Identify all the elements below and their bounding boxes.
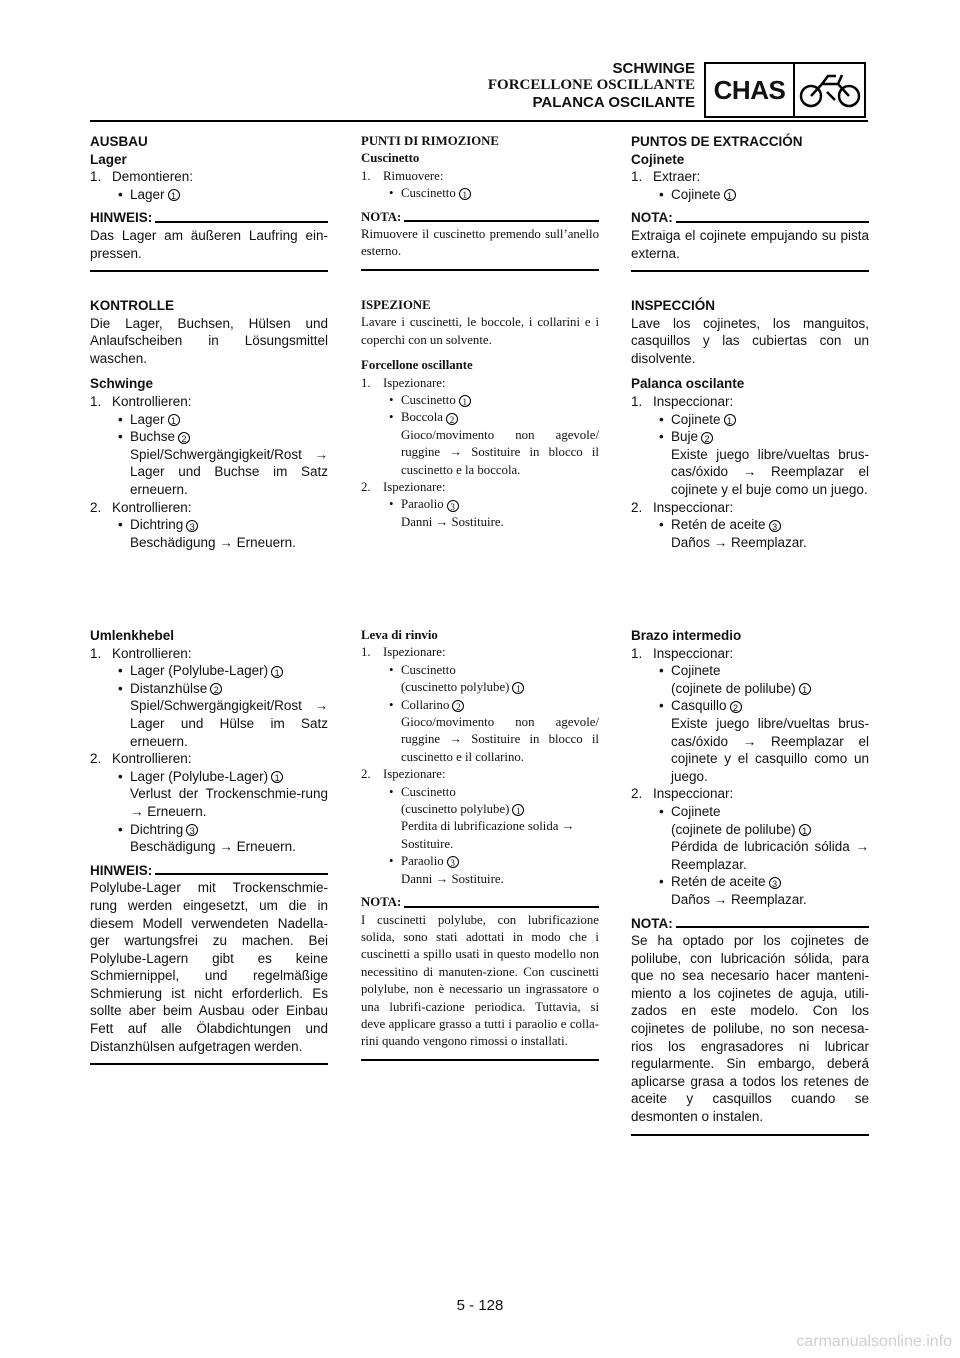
item-detail: Existe juego libre/vueltas brus-cas/óxido → Reemplazar el cojinete y el casquillo como un juego. (671, 715, 869, 784)
heading: KONTROLLE (90, 298, 174, 313)
note-header: HINWEIS: (90, 862, 328, 880)
note-end-rule (361, 269, 599, 271)
item-detail: Beschädigung → Erneuern. (130, 839, 296, 855)
intro-text: Lave los cojinetes, los manguitos, casquillos y las cubiertas con un disolvente. (631, 315, 869, 366)
column-it-s3 (361, 627, 599, 1061)
note-end-rule (631, 1134, 869, 1136)
list-item: • Buchse 2 (90, 428, 328, 446)
step: 2. Ispezionare: (361, 480, 446, 495)
list-item: • Cojinete (659, 803, 721, 819)
step: 1. Kontrollieren: (90, 645, 192, 661)
callout-1: 1 (168, 189, 180, 201)
note-header: NOTA: (361, 894, 599, 911)
step: 2. Ispezionare: (361, 767, 446, 782)
list-item: • Retén de aceite 3 (631, 516, 869, 534)
item-detail: Spiel/Schwergängigkeit/Rost → Lager und Hülse im Satz erneuern. (130, 698, 328, 749)
column-de-s1 (90, 133, 328, 272)
item-detail: (cojinete de polilube) 1 (631, 680, 869, 698)
heading: ISPEZIONE (361, 298, 431, 312)
column-es-s2 (631, 297, 869, 551)
column-it-s2 (361, 297, 599, 531)
heading: Brazo intermedio (631, 628, 742, 643)
item-detail: (cuscinetto polylube) 1 (361, 679, 599, 696)
title-es: PALANCA OSCILANTE (532, 94, 695, 111)
list-item: • Boccola 2 (361, 409, 599, 426)
title-de: SCHWINGE (612, 60, 695, 77)
note-end-rule (90, 1063, 328, 1065)
list-item: • Lager 1 (90, 411, 328, 429)
heading: Leva di rinvio (361, 628, 438, 642)
list-item: • Casquillo 2 (631, 697, 869, 715)
list-item: • Cojinete 1 (631, 186, 869, 204)
chapter-code: CHAS (706, 64, 795, 116)
list-item: • Cojinete (659, 663, 721, 679)
list-item: • Buje 2 (631, 428, 869, 446)
step: 2. Kontrollieren: (90, 499, 192, 515)
step: 1. Inspeccionar: (631, 393, 734, 409)
step: 1. Ispezionare: (361, 645, 446, 660)
section-titles (488, 60, 695, 111)
column-es-s1 (631, 133, 869, 272)
list-item: • Cuscinetto 1 (361, 185, 599, 202)
note-end-rule (631, 270, 869, 272)
list-item: • Dichtring 3 (90, 821, 328, 839)
item-detail: Daños → Reemplazar. (671, 891, 807, 907)
list-item: • Retén de aceite 3 (631, 873, 869, 891)
note-text: Das Lager am äußeren Laufring ein-pressen. (90, 227, 328, 261)
heading: INSPECCIÓN (631, 298, 716, 313)
item-detail: Gioco/movimento non agevole/ ruggine → Sostituire in blocco il cuscinetto e il collarino. (401, 715, 599, 764)
list-item: • Lager (Polylube-Lager) 1 (90, 662, 328, 680)
step: 1. Kontrollieren: (90, 393, 192, 409)
column-es-s3 (631, 627, 869, 1136)
note-end-rule (361, 1059, 599, 1061)
list-item: • Cuscinetto (389, 662, 456, 677)
note-header: NOTA: (361, 209, 599, 226)
list-item: • Cojinete 1 (631, 411, 869, 429)
subheading: Palanca oscilante (631, 376, 745, 392)
heading: Umlenkhebel (90, 628, 175, 643)
note-text: Rimuovere il cuscinetto premendo sull’anello esterno. (361, 227, 599, 259)
note-text: I cuscinetti polylube, con lubrificazione solida, sono stati adottati in modo che i cuscinetti a spillo usati in questo modello non necessitino di manuten-zione. Con cuscinetti polylube, non è necessario un ingrassatore o una lubrifi-cazione periodica. Tuttavia, si deve applicare grasso a tutti i paraolio e colla-rini quando vengono rimossi o installati. (361, 912, 599, 1049)
step: 1. Rimuovere: (361, 168, 444, 183)
note-header: HINWEIS: (90, 209, 328, 227)
list-item: • Lager (Polylube-Lager) 1 (90, 768, 328, 786)
item-detail: Danni → Sostituire. (401, 514, 504, 529)
list-item: • Cuscinetto 1 (361, 392, 599, 409)
list-item: • Collarino 2 (361, 697, 599, 714)
item-detail: Spiel/Schwergängigkeit/Rost → Lager und Buchse im Satz erneuern. (130, 446, 328, 497)
step: 2. Inspeccionar: (631, 499, 734, 515)
note-text: Se ha optado por los cojinetes de polilube, con lubricación sólida, para que no sea necesario hacer manteni-miento a los cojinetes de aguja, utili-zados en este modelo. Con los cojinetes de polilube, no son necesa-rios los engrasadores ni lubricar regularmente. Sin embargo, deberá aplicarse grasa a todos los retenes de aceite y casquillos cuando se desmonten o instalen. (631, 933, 869, 1125)
step: 1. Extraer: (631, 169, 701, 185)
item-detail: Danni → Sostituire. (401, 871, 504, 886)
item-detail: Perdita di lubrificazione solida → Sostituire. (401, 819, 575, 851)
item-detail: Beschädigung → Erneuern. (130, 534, 296, 550)
page-number: 5 - 128 (456, 1297, 504, 1314)
subheading: Cuscinetto (361, 151, 420, 166)
list-item: • Paraolio 3 (361, 496, 599, 513)
item-detail: Gioco/movimento non agevole/ ruggine → Sostituire in blocco il cuscinetto e la boccola. (401, 427, 599, 477)
step: 1. Demontieren: (90, 169, 194, 185)
item-detail: Existe juego libre/vueltas brus-cas/óxido → Reemplazar el cojinete y el buje como un juego. (671, 446, 869, 497)
intro-text: Die Lager, Buchsen, Hülsen und Anlaufscheiben in Lösungsmittel waschen. (90, 315, 328, 366)
header-rule (90, 120, 868, 122)
item-detail: (cuscinetto polylube) 1 (361, 801, 599, 818)
note-text: Extraiga el cojinete empujando su pista externa. (631, 227, 869, 261)
note-header: NOTA: (631, 915, 869, 933)
item-detail: Daños → Reemplazar. (671, 534, 807, 550)
watermark: carmanualsonline.info (796, 1333, 952, 1350)
item-detail: (cojinete de polilube) 1 (631, 821, 869, 839)
heading: PUNTOS DE EXTRACCIÓN (631, 134, 803, 149)
list-item: • Distanzhülse 2 (90, 680, 328, 698)
step: 1. Ispezionare: (361, 375, 446, 390)
subheading: Schwinge (90, 376, 154, 392)
column-de-s3 (90, 627, 328, 1065)
item-detail: Verlust der Trockenschmie-rung → Erneuern. (130, 786, 328, 819)
note-end-rule (90, 270, 328, 272)
list-item: • Cuscinetto (389, 784, 456, 799)
item-detail: Pérdida de lubricación sólida → Reemplazar. (671, 839, 869, 872)
list-item: • Paraolio 3 (361, 853, 599, 870)
intro-text: Lavare i cuscinetti, le boccole, i collarini e i coperchi con un solvente. (361, 315, 599, 347)
subheading: Cojinete (631, 151, 685, 167)
subheading: Lager (90, 151, 127, 167)
heading: AUSBAU (90, 134, 148, 149)
step: 2. Inspeccionar: (631, 786, 734, 802)
column-it-s1 (361, 133, 599, 271)
title-it: FORCELLONE OSCILLANTE (487, 77, 695, 93)
step: 1. Inspeccionar: (631, 645, 734, 661)
motorcycle-icon (795, 64, 864, 116)
note-text: Polylube-Lager mit Trockenschmie-rung werden eingesetzt, um die in diesem Modell verwendeten Nadella-ger wartungsfrei zu machen. Bei Polylube-Lagern gibt es keine Schmiernippel, und regelmäßige Schmierung ist nicht erforderlich. Es sollte aber beim Ausbau oder Einbau Fett auf alle Ölabdichtungen und Distanzhülsen aufgetragen werden. (90, 880, 328, 1054)
step: 2. Kontrollieren: (90, 751, 192, 767)
list-item: • Lager 1 (90, 186, 328, 204)
column-de-s2 (90, 297, 328, 551)
heading: PUNTI DI RIMOZIONE (361, 134, 499, 148)
chapter-badge (704, 62, 866, 118)
list-item: • Dichtring 3 (90, 516, 328, 534)
note-header: NOTA: (631, 209, 869, 227)
subheading: Forcellone oscillante (361, 358, 473, 373)
